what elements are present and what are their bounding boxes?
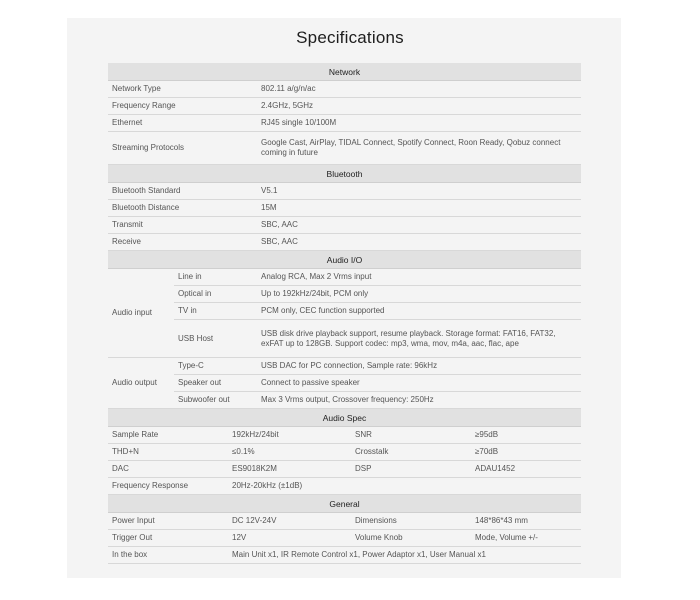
audio-spec-header: Audio Spec (108, 409, 581, 427)
spec-value: DC 12V-24V (228, 513, 351, 530)
general-header: General (108, 495, 581, 513)
table-row (108, 81, 581, 98)
spec-label: USB Host (174, 320, 257, 358)
table-row (108, 115, 581, 132)
spec-value: 20Hz-20kHz (±1dB) (228, 478, 351, 495)
spec-label: Frequency Range (108, 98, 257, 115)
spec-value: Max 3 Vrms output, Crossover frequency: 250Hz (257, 392, 581, 409)
table-row (108, 132, 581, 165)
network-header: Network (108, 63, 581, 81)
spec-value: ≥70dB (471, 444, 581, 461)
audio-input-group-label: Audio input (108, 269, 174, 358)
spec-label: Dimensions (351, 513, 471, 530)
spec-label: Bluetooth Distance (108, 200, 257, 217)
table-row (108, 183, 581, 200)
table-row (108, 303, 581, 320)
spec-label: THD+N (108, 444, 228, 461)
spec-value: 802.11 a/g/n/ac (257, 81, 581, 98)
table-row (108, 286, 581, 303)
spec-label: Type-C (174, 358, 257, 375)
table-row (108, 375, 581, 392)
spec-label: Bluetooth Standard (108, 183, 257, 200)
section-header-bluetooth (108, 165, 581, 183)
spec-value: 15M (257, 200, 581, 217)
page-title: Specifications (296, 28, 404, 47)
spec-label: Receive (108, 234, 257, 251)
spec-label: In the box (108, 547, 228, 564)
spec-value: USB DAC for PC connection, Sample rate: 96kHz (257, 358, 581, 375)
table-row (108, 269, 581, 286)
section-header-audio-spec (108, 409, 581, 427)
spec-value: Main Unit x1, IR Remote Control x1, Power Adaptor x1, User Manual x1 (228, 547, 581, 564)
spec-label: Subwoofer out (174, 392, 257, 409)
spec-value (471, 478, 581, 495)
section-header-audio-io (108, 251, 581, 269)
section-header-network (108, 63, 581, 81)
table-row (108, 234, 581, 251)
audio-io-header: Audio I/O (108, 251, 581, 269)
spec-value: ≤0.1% (228, 444, 351, 461)
spec-value: Analog RCA, Max 2 Vrms input (257, 269, 581, 286)
table-row (108, 547, 581, 564)
table-row (108, 530, 581, 547)
spec-label: Streaming Protocols (108, 132, 257, 165)
spec-value: Mode, Volume +/- (471, 530, 581, 547)
table-row (108, 320, 581, 358)
table-row (108, 217, 581, 234)
table-row (108, 444, 581, 461)
spec-value: Up to 192kHz/24bit, PCM only (257, 286, 581, 303)
spec-label: Sample Rate (108, 427, 228, 444)
table-row (108, 98, 581, 115)
table-row (108, 358, 581, 375)
table-row (108, 392, 581, 409)
spec-value: 2.4GHz, 5GHz (257, 98, 581, 115)
spec-value: ≥95dB (471, 427, 581, 444)
spec-value: ADAU1452 (471, 461, 581, 478)
spec-label: Speaker out (174, 375, 257, 392)
spec-value: 148*86*43 mm (471, 513, 581, 530)
spec-label: Ethernet (108, 115, 257, 132)
spec-value: 192kHz/24bit (228, 427, 351, 444)
spec-value: 12V (228, 530, 351, 547)
spec-value: RJ45 single 10/100M (257, 115, 581, 132)
spec-value: V5.1 (257, 183, 581, 200)
spec-table (108, 63, 581, 564)
spec-value: USB disk drive playback support, resume playback. Storage format: FAT16, FAT32, exFAT up to 128GB. Support codec: mp3, wma, mov, m4a, aac, flac, ape (257, 320, 581, 358)
spec-value: PCM only, CEC function supported (257, 303, 581, 320)
spec-label: TV in (174, 303, 257, 320)
table-row (108, 427, 581, 444)
spec-value: SBC, AAC (257, 217, 581, 234)
spec-label: Volume Knob (351, 530, 471, 547)
spec-label: Network Type (108, 81, 257, 98)
spec-label: Frequency Response (108, 478, 228, 495)
table-row (108, 478, 581, 495)
spec-value: Google Cast, AirPlay, TIDAL Connect, Spotify Connect, Roon Ready, Qobuz connect coming in future (257, 132, 581, 165)
spec-value: ES9018K2M (228, 461, 351, 478)
spec-label: Trigger Out (108, 530, 228, 547)
table-row (108, 513, 581, 530)
bluetooth-header: Bluetooth (108, 165, 581, 183)
spec-label: Power Input (108, 513, 228, 530)
spec-label: Crosstalk (351, 444, 471, 461)
spec-label: SNR (351, 427, 471, 444)
section-header-general (108, 495, 581, 513)
table-row (108, 461, 581, 478)
spec-label: Transmit (108, 217, 257, 234)
spec-value: Connect to passive speaker (257, 375, 581, 392)
table-row (108, 200, 581, 217)
spec-value: SBC, AAC (257, 234, 581, 251)
spec-label: DSP (351, 461, 471, 478)
spec-label: Line in (174, 269, 257, 286)
spec-label (351, 478, 471, 495)
audio-output-group-label: Audio output (108, 358, 174, 409)
spec-label: Optical in (174, 286, 257, 303)
spec-label: DAC (108, 461, 228, 478)
